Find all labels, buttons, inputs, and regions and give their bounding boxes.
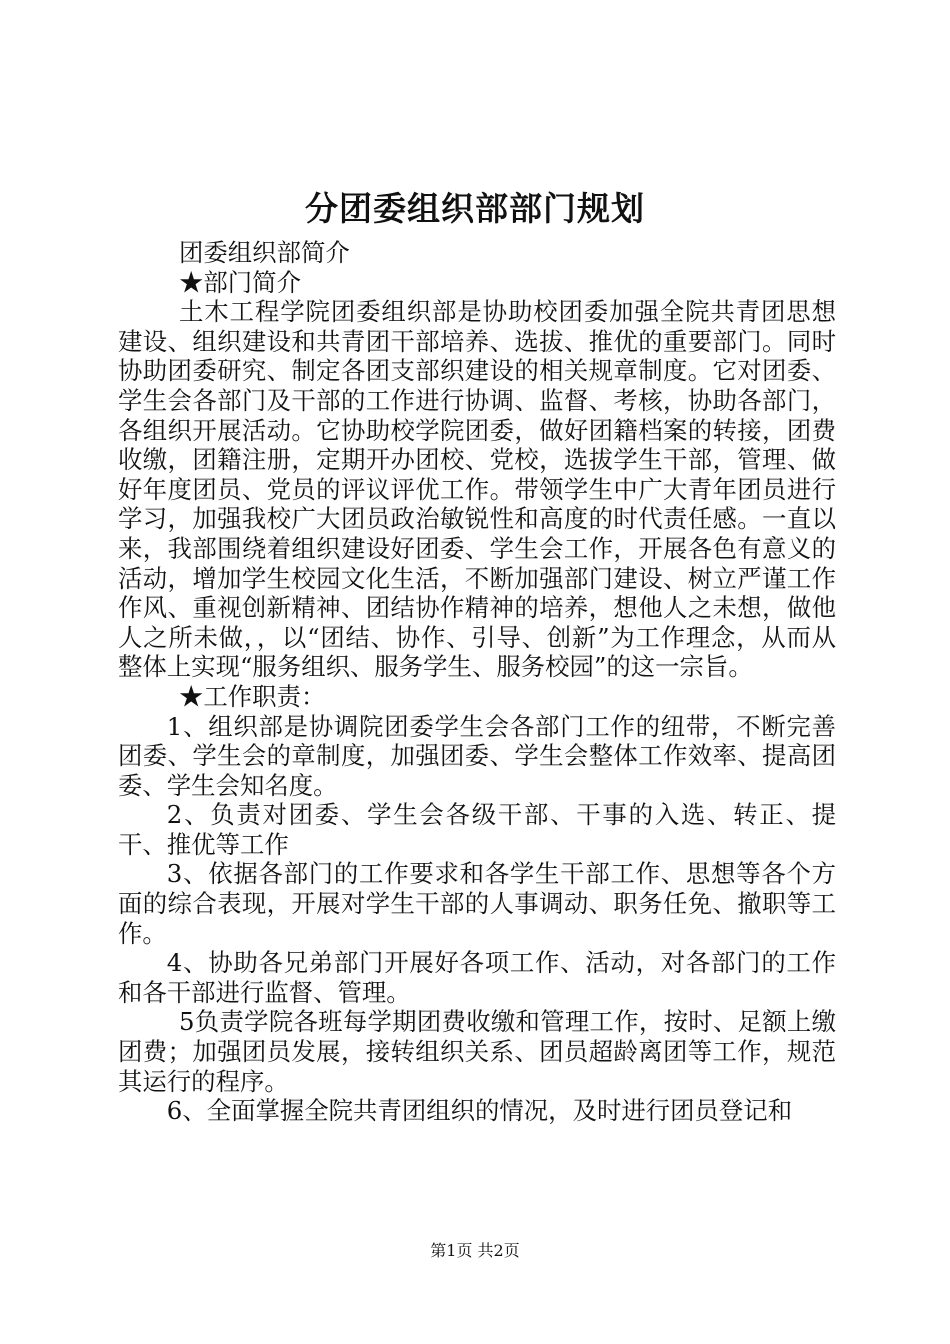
- intro-heading: 团委组织部简介: [179, 238, 350, 267]
- duty-item-5: 5负责学院各班每学期团费收缴和管理工作，按时、足额上缴团费；加强团员发展，接转组织关系、团员超龄离团等工作，规范其运行的程序。: [118, 1007, 836, 1096]
- duty-item-2: 2、负责对团委、学生会各级干部、干事的入选、转正、提干、推优等工作: [118, 800, 836, 859]
- page-footer: 第1页 共2页: [430, 1241, 520, 1260]
- section-heading-duties: ★工作职责：: [179, 681, 326, 711]
- document-body: [118, 238, 836, 1126]
- duty-item-3: 3、依据各部门的工作要求和各学生干部工作、思想等各个方面的综合表现，开展对学生干部的人事调动、职务任免、撤职等工作。: [118, 859, 836, 948]
- document-title: 分团委组织部部门规划: [305, 189, 645, 228]
- duty-item-1: 1、组织部是协调院团委学生会各部门工作的纽带，不断完善团委、学生会的章制度，加强团委、学生会整体工作效率、提高团委、学生会知名度。: [118, 711, 836, 800]
- department-intro-paragraph: 土木工程学院团委组织部是协助校团委加强全院共青团思想建设、组织建设和共青团干部培养、选拔、推优的重要部门。同时协助团委研究、制定各团支部织建设的相关规章制度。它对团委、学生会各部门及干部的工作进行协调、监督、考核，协助各部门，各组织开展活动。它协助校学院团委，做好团籍档案的转接，团费收缴，团籍注册，定期开办团校、党校，选拔学生干部，管理、做好年度团员、党员的评议评优工作。带领学生中广大青年团员进行学习，加强我校广大团员政治敏锐性和高度的时代责任感。一直以来，我部围绕着组织建设好团委、学生会工作，开展各色有意义的活动，增加学生校园文化生活，不断加强部门建设、树立严谨工作作风、重视创新精神、团结协作精神的培养，想他人之未想，做他人之所未做，，以“团结、协作、引导、创新”为工作理念，从而从整体上实现“服务组织、服务学生、服务校园”的这一宗旨。: [118, 297, 836, 682]
- section-heading-department-intro: ★部门简介: [179, 267, 301, 297]
- duty-item-4: 4、协助各兄弟部门开展好各项工作、活动，对各部门的工作和各干部进行监督、管理。: [118, 948, 836, 1007]
- duty-item-6: 6、全面掌握全院共青团组织的情况，及时进行团员登记和: [166, 1096, 793, 1126]
